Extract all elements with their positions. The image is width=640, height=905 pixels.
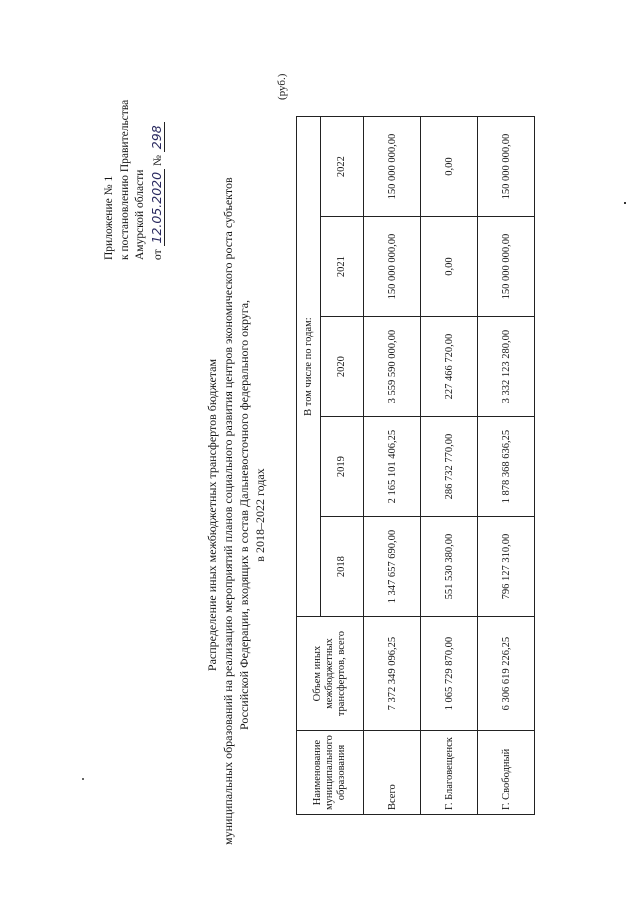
row-amount-2019: 1 878 368 636,25 [478, 417, 535, 517]
date-prefix: от [151, 249, 164, 260]
header-year-2019: 2019 [321, 417, 364, 517]
header-year-2021: 2021 [321, 217, 364, 317]
unit-note: (руб.) [276, 73, 288, 100]
heading-line-2: муниципальных образований на реализацию мероприятий планов социального развития центров экономического роста субъектов [221, 177, 235, 845]
row-amount-2022: 150 000 000,00 [478, 117, 535, 217]
header-year-2018: 2018 [321, 517, 364, 617]
handwritten-number: 298 [149, 122, 166, 152]
row-total-amount: 1 065 729 870,00 [421, 617, 478, 731]
header-year-2020: 2020 [321, 317, 364, 417]
row-amount-2019: 286 732 770,00 [421, 417, 478, 517]
row-amount-2018: 1 347 657 690,00 [364, 517, 421, 617]
row-name: Г. Свободный [478, 731, 535, 815]
appendix-title: Приложение № 1 [103, 175, 115, 260]
header-municipality: Наименование муниципального образования [297, 731, 364, 815]
heading-line-1: Распределение иных межбюджетных трансфертов бюджетам [205, 358, 219, 672]
row-amount-2021: 150 000 000,00 [478, 217, 535, 317]
header-year-2022: 2022 [321, 117, 364, 217]
row-amount-2018: 551 530 380,00 [421, 517, 478, 617]
appendix-region-line: Амурской области [134, 169, 146, 260]
table-row-total [364, 117, 421, 815]
appendix-date-number-line [149, 30, 167, 260]
appendix-resolution-line: к постановлению Правительства [118, 99, 131, 260]
row-amount-2022: 150 000 000,00 [364, 117, 421, 217]
document-heading [204, 177, 268, 845]
row-amount-2018: 796 127 310,00 [478, 517, 535, 617]
row-name: Всего [364, 731, 421, 815]
row-amount-2020: 3 559 590 000,00 [364, 317, 421, 417]
row-amount-2019: 2 165 101 406,25 [364, 417, 421, 517]
table-row-svobodny [478, 117, 535, 815]
header-by-year: В том числе по годам: [297, 117, 321, 617]
row-amount-2021: 0,00 [421, 217, 478, 317]
row-name: Г. Благовещенск [421, 731, 478, 815]
heading-line-4: в 2018–2022 годах [253, 468, 267, 562]
number-prefix: № [151, 155, 164, 167]
handwritten-date: 12.05.2020 [149, 169, 166, 247]
header-total: Объем иных межбюджетных трансфертов, всего [297, 617, 364, 731]
row-amount-2020: 227 466 720,00 [421, 317, 478, 417]
heading-line-3: Российской Федерации, входящих в состав Дальневосточного федерального округа, [237, 299, 251, 731]
table-row-blagoveshchensk [421, 117, 478, 815]
row-amount-2020: 3 332 123 280,00 [478, 317, 535, 417]
row-amount-2021: 150 000 000,00 [364, 217, 421, 317]
row-total-amount: 6 306 619 226,25 [478, 617, 535, 731]
row-amount-2022: 0,00 [421, 117, 478, 217]
transfers-table [296, 116, 535, 815]
appendix-block [102, 30, 166, 260]
row-total-amount: 7 372 349 096,25 [364, 617, 421, 731]
